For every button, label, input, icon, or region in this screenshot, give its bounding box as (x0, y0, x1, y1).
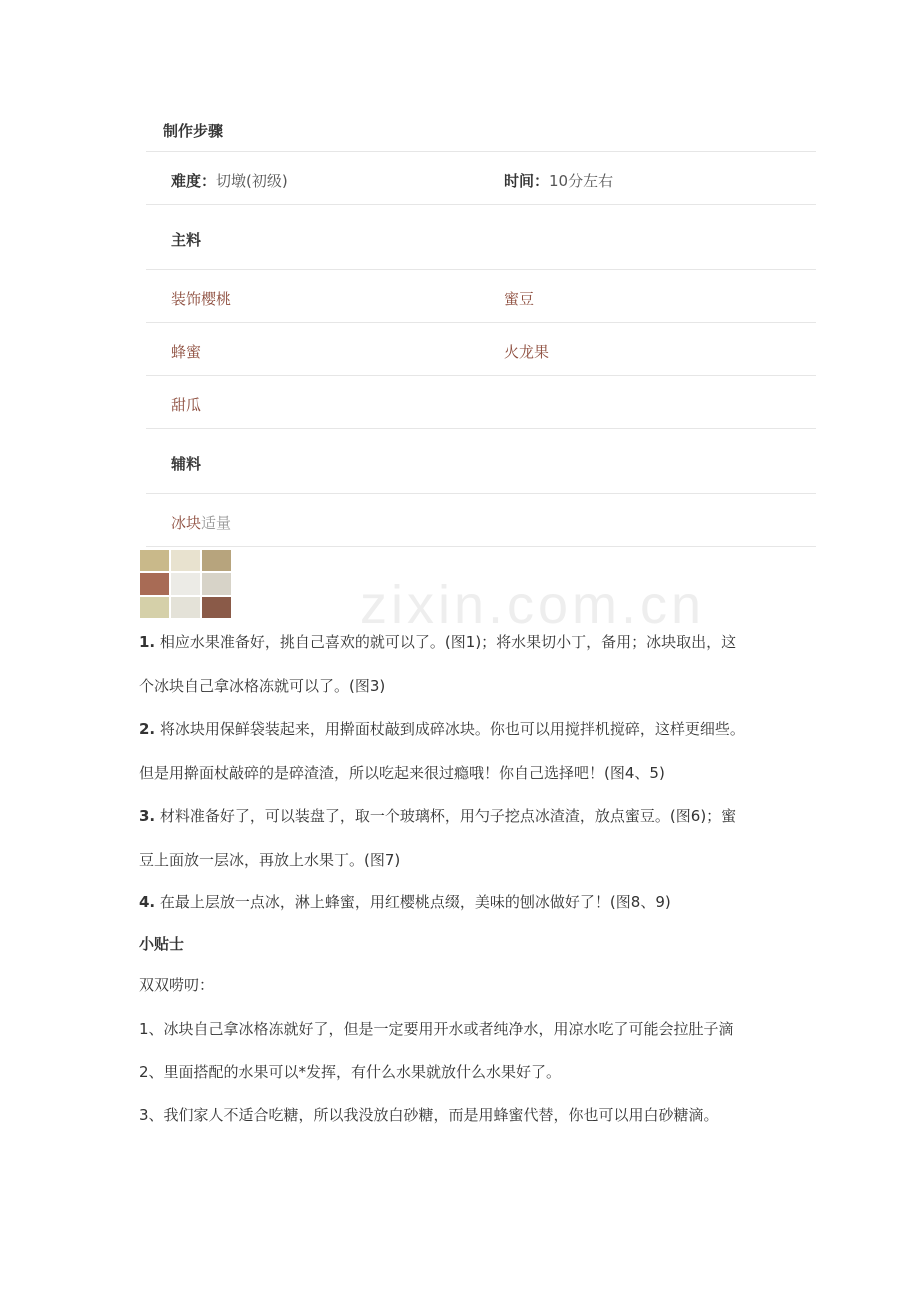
divider (146, 269, 816, 270)
ingredient-link[interactable]: 火龙果 (504, 343, 550, 361)
photo-thumbnail (201, 596, 232, 619)
photo-thumbnail (139, 596, 170, 619)
difficulty (171, 170, 288, 191)
step-text: 在最上层放一点冰，淋上蜂蜜，用红樱桃点缀，美味的刨冰做好了！(图8、9) (159, 893, 671, 911)
step-photo-grid[interactable] (139, 549, 232, 619)
step-text: 个冰块自己拿冰格冻就可以了。(图3) (139, 677, 386, 695)
difficulty-value: 切墩(初级) (216, 172, 288, 190)
ingredient-link[interactable]: 装饰樱桃 (171, 290, 232, 308)
ingredient-link[interactable]: 甜瓜 (171, 396, 202, 414)
step-number: 3. (139, 807, 156, 825)
main-ingredients-heading: 主料 (171, 231, 202, 249)
photo-thumbnail (201, 549, 232, 572)
section-title: 制作步骤 (163, 122, 224, 140)
time-label: 时间： (504, 172, 550, 190)
step-1 (139, 620, 799, 708)
photo-thumbnail (201, 572, 232, 595)
divider (146, 151, 816, 152)
time (504, 170, 613, 191)
step-4 (139, 880, 799, 924)
photo-thumbnail (170, 572, 201, 595)
divider (146, 428, 816, 429)
aux-ingredients-heading: 辅料 (171, 455, 202, 473)
divider (146, 322, 816, 323)
divider (146, 204, 816, 205)
tip-item: 1、冰块自己拿冰格冻就好了，但是一定要用开水或者纯净水，用凉水吃了可能会拉肚子滴 (139, 1020, 734, 1038)
step-2 (139, 707, 799, 795)
ingredient-amount: 适量 (201, 514, 232, 532)
difficulty-label: 难度： (171, 172, 217, 190)
tips-title: 小贴士 (139, 935, 185, 953)
step-number: 4. (139, 893, 156, 911)
divider (146, 546, 816, 547)
photo-thumbnail (139, 572, 170, 595)
step-text: 材料准备好了，可以装盘了，取一个玻璃杯，用勺子挖点冰渣渣，放点蜜豆。(图6)；蜜 (159, 807, 737, 825)
ingredient-link[interactable]: 蜂蜜 (171, 343, 202, 361)
photo-thumbnail (170, 596, 201, 619)
divider (146, 493, 816, 494)
photo-thumbnail (139, 549, 170, 572)
time-value: 10分左右 (549, 172, 614, 190)
tip-item: 3、我们家人不适合吃糖，所以我没放白砂糖，而是用蜂蜜代替，你也可以用白砂糖滴。 (139, 1106, 719, 1124)
step-text: 将冰块用保鲜袋装起来，用擀面杖敲到成碎冰块。你也可以用搅拌机搅碎，这样更细些。 (159, 720, 745, 738)
step-text: 相应水果准备好，挑自己喜欢的就可以了。(图1)；将水果切小丁，备用；冰块取出，这 (159, 633, 737, 651)
step-3 (139, 794, 799, 882)
divider (146, 375, 816, 376)
ingredient-name: 冰块 (171, 514, 202, 532)
tips-intro: 双双唠叨： (139, 976, 215, 994)
aux-ingredient[interactable] (171, 512, 231, 533)
step-number: 2. (139, 720, 156, 738)
step-number: 1. (139, 633, 156, 651)
step-text: 豆上面放一层冰，再放上水果丁。(图7) (139, 851, 401, 869)
photo-thumbnail (170, 549, 201, 572)
ingredient-link[interactable]: 蜜豆 (504, 290, 535, 308)
step-text: 但是用擀面杖敲碎的是碎渣渣，所以吃起来很过瘾哦！你自己选择吧！(图4、5) (139, 764, 665, 782)
watermark: zixin.com.cn (360, 575, 706, 635)
tip-item: 2、里面搭配的水果可以*发挥，有什么水果就放什么水果好了。 (139, 1063, 562, 1081)
